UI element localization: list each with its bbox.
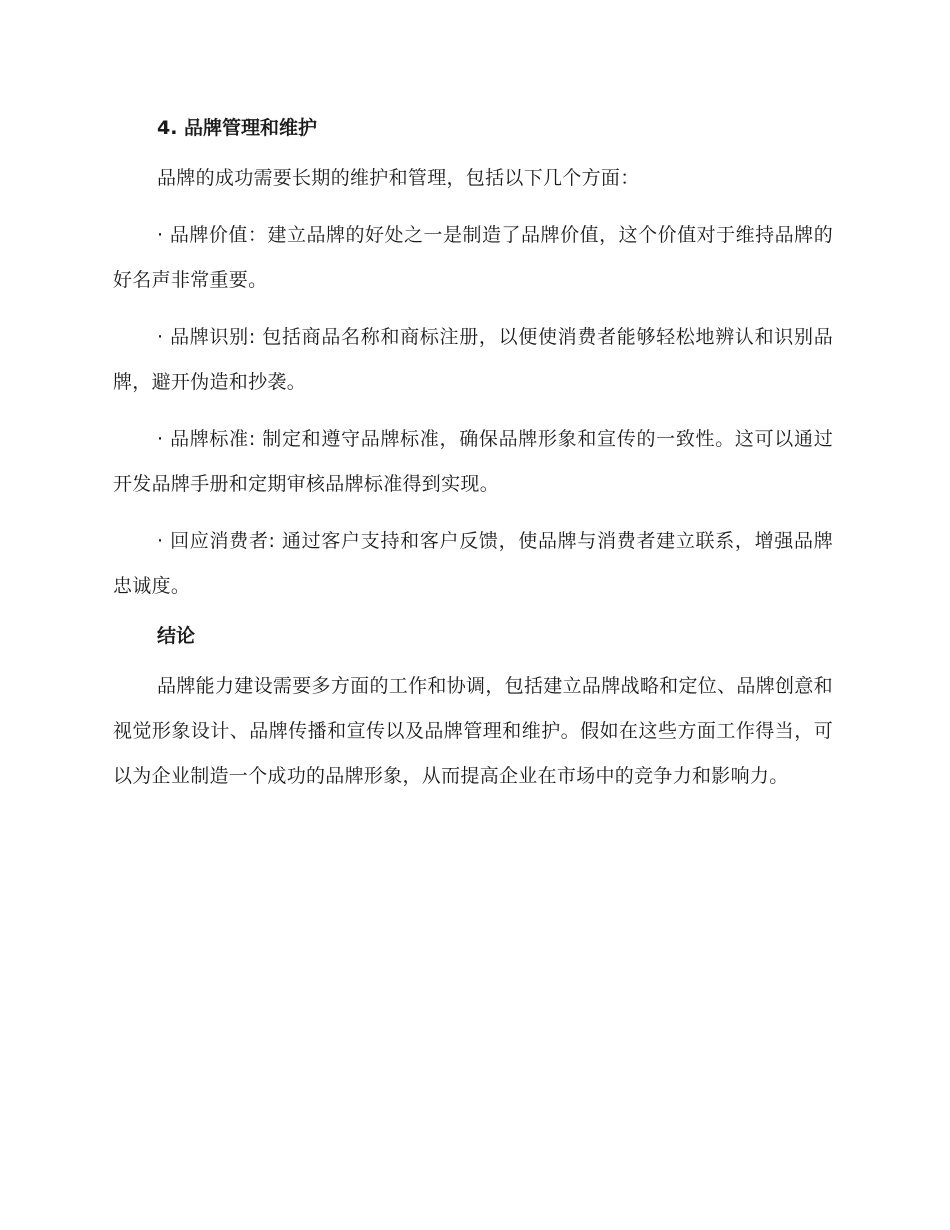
bullet-item-brand-identity: · 品牌识别: 包括商品名称和商标注册，以便使消费者能够轻松地辨认和识别品牌，避开伪造和抄袭。 — [113, 326, 833, 393]
bullet-item-brand-value: · 品牌价值：建立品牌的好处之一是制造了品牌价值，这个价值对于维持品牌的好名声非常重要。 — [113, 224, 833, 291]
section-intro-paragraph: 品牌的成功需要长期的维护和管理，包括以下几个方面： — [157, 167, 640, 189]
document-content — [113, 113, 833, 799]
bullet-item-respond-consumers: · 回应消费者: 通过客户支持和客户反馈，使品牌与消费者建立联系，增强品牌忠诚度。 — [113, 530, 833, 597]
bullet-item-brand-standards: · 品牌标准: 制定和遵守品牌标准，确保品牌形象和宣传的一致性。这可以通过开发品牌手册和定期审核品牌标准得到实现。 — [113, 428, 833, 495]
section-heading-brand-management: 4. 品牌管理和维护 — [157, 117, 318, 139]
conclusion-heading: 结论 — [157, 625, 196, 647]
conclusion-paragraph: 品牌能力建设需要多方面的工作和协调，包括建立品牌战略和定位、品牌创意和视觉形象设计、品牌传播和宣传以及品牌管理和维护。假如在这些方面工作得当，可以为企业制造一个成功的品牌形象，从而提高企业在市场中的竞争力和影响力。 — [113, 675, 833, 787]
